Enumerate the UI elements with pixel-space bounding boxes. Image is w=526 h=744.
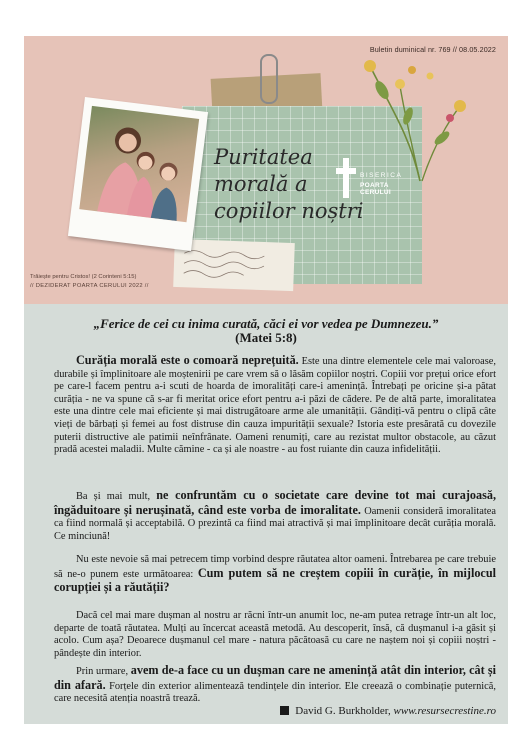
paragraph-2-bold: ne confruntăm cu o societate care devine tot mai curajoasă, îngăduitoare și nerușinată, când este vorba de imoralitate. (54, 488, 496, 517)
issue-label: Buletin duminical nr. 769 // 08.05.2022 (369, 45, 496, 54)
family-illustration (79, 106, 199, 222)
handwriting-scribble (179, 245, 290, 289)
paragraph-5 (54, 664, 496, 706)
header-banner (24, 36, 508, 304)
church-name-top: BISERICA (360, 172, 403, 179)
paragraph-3-bold: Cum putem să ne creștem copiii în curăție, în mijlocul corupției și a răutății? (54, 565, 496, 595)
paragraph-2 (54, 489, 496, 543)
church-name-bottom: POARTA CERULUI (360, 182, 391, 196)
motto-text: Trăiește pentru Cristos! (2 Corinteni 5:15) (30, 274, 137, 280)
paragraph-5-start: Prin urmare, (76, 666, 131, 677)
author-name: David G. Burkholder, (295, 705, 391, 717)
article-body (24, 304, 508, 724)
paragraph-5-bold: avem de-a face cu un dușman care ne amenință atât din interior, cât și din afară. (54, 663, 496, 692)
paperclip-icon (260, 54, 278, 104)
family-photo (68, 97, 208, 251)
paragraph-3-start: Nu este nevoie să mai petrecem timp vorbind despre răutatea altor oameni. Întrebarea pe care trebuie să ne-o punem este următoarea: (54, 554, 496, 580)
paragraph-1 (54, 354, 496, 457)
verse-reference: (Matei 5:8) (235, 330, 297, 345)
square-bullet-icon (280, 706, 289, 715)
paragraph-2-text: Oamenii consideră imoralitatea ca fiind normală și acceptabilă. O prezintă ca fiind mai atractivă și mai împlinitoare decât curăția morală. Ce minciună! (54, 505, 496, 542)
paragraph-1-bold: Curăția morală este o comoară neprețuită. (76, 353, 299, 367)
signature (280, 705, 496, 717)
photo-image (79, 106, 199, 222)
title-line: copiilor noștri (214, 199, 364, 223)
title-line: morală a (214, 172, 308, 196)
desiderat-text: // DEZIDERAT POARTA CERULUI 2022 // (30, 283, 149, 289)
bulletin-page (24, 36, 508, 724)
paragraph-5-text: Forțele din exterior alimentează tendințele din interior. Ele creează o combinație puternică, care necesită atenția noastră trează. (54, 680, 496, 705)
paragraph-3 (54, 554, 496, 596)
paragraph-2-start: Ba și mai mult, (76, 491, 157, 502)
flower-icon (350, 46, 480, 186)
paragraph-1-text: Este una dintre elementele cele mai valoroase, durabile și împlinitoare ale moștenirii pe care vrem să o lăsăm copiilor noștri. Copiii vor prețui orice efort pe care-l facem pentru a-i scuti de hoarda de imoralități care-i amenință. Întrebați pe oricine și-a pătat curăția - ne va spune că s-ar fi meritat orice efort pentru a-i păzi de cădere. Pe de altă parte, imoralitatea este una dintre cele mai eficiente și mai distrugătoare arme ale umanității. Gândiți-vă pentru o clipă câte vieți de bărbați și femei au fost distruse din cauza impurității sexuale? Istoria este presărată cu dovezile puterii distructive ale patimii neînfrânate. Oameni renumiți, care au rezistat multor obstacole, au căzut pradă acestei maladii. Multe cămine - ca și ale noastre - au fost ruiante din cauza infidelității. (54, 356, 496, 456)
title-line: Puritatea (214, 145, 313, 169)
verse-text: „Ferice de cei cu inima curată, căci ei vor vedea pe Dumnezeu.” (93, 316, 439, 331)
source-link[interactable]: www.resursecrestine.ro (393, 705, 496, 717)
paragraph-4: Dacă cel mai mare dușman al nostru ar răcni într-un anumit loc, ne-am putea retrage într-un alt loc, departe de toată răutatea. Mulți au încercat această metodă. Au descoperit, însă, că dușmanul i-a găsit și acolo. Cum așa? Deoarece dușmanul cel mare - natura păcătoasă cu care ne naștem noi și copiii noștri - pândește din interior. (54, 610, 496, 659)
